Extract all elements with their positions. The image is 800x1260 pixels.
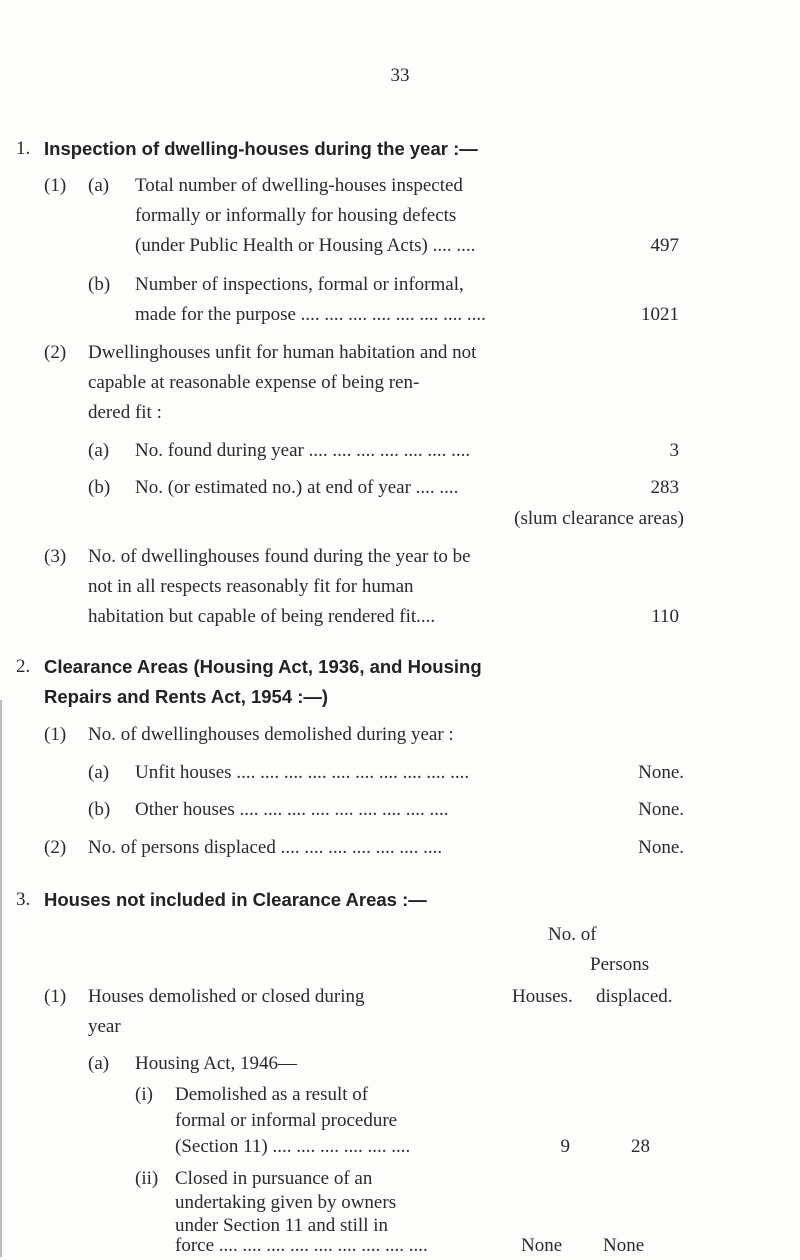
section-2-heading-line2: Repairs and Rents Act, 1954 :—)	[44, 686, 329, 707]
item-3-1-line1: Houses demolished or closed during	[88, 986, 365, 1007]
item-1-1a-line2: formally or informally for housing defects	[135, 205, 457, 226]
item-2-1a-value: None.	[638, 762, 684, 783]
section-1-heading: Inspection of dwelling-houses during the year :—	[44, 138, 478, 159]
section-3-heading: Houses not included in Clearance Areas :—	[44, 889, 427, 910]
item-1-2-label: (2)	[44, 342, 67, 363]
column-head-houses: Houses.	[512, 986, 573, 1007]
item-1-1b-line2: made for the purpose .... .... .... .... .... .... .... ....	[135, 304, 486, 325]
item-1-2a-text: No. found during year .... .... .... .... .... .... ....	[135, 440, 471, 461]
item-1-1-label: (1)	[44, 175, 67, 196]
item-1-2b-value: 283	[650, 477, 679, 498]
item-3-1ai-houses: 9	[560, 1136, 570, 1157]
item-1-1b-value: 1021	[641, 304, 679, 325]
section-3-number: 3.	[16, 889, 31, 910]
column-head-displaced: displaced.	[596, 986, 673, 1007]
section-2-number: 2.	[16, 656, 31, 677]
item-1-1b-label: (b)	[88, 274, 111, 295]
item-3-1aii-persons: None	[603, 1235, 645, 1256]
item-3-1a-text: Housing Act, 1946—	[135, 1053, 298, 1074]
item-1-1a-label: (a)	[88, 175, 110, 196]
item-3-1aii-line4: force .... .... .... .... .... .... .... .... ....	[175, 1235, 428, 1256]
item-1-2-line2: capable at reasonable expense of being ren-	[88, 372, 420, 393]
item-3-1-label: (1)	[44, 986, 67, 1007]
page-edge-shadow	[0, 700, 2, 1257]
item-3-1aii-houses: None	[521, 1235, 563, 1256]
item-2-1a-text: Unfit houses .... .... .... .... .... .... .... .... .... ....	[135, 762, 470, 783]
item-2-1b-label: (b)	[88, 799, 111, 820]
item-3-1-line2: year	[88, 1016, 121, 1037]
item-1-2b-label: (b)	[88, 477, 111, 498]
item-1-3-line3: habitation but capable of being rendered fit....	[88, 606, 436, 627]
item-3-1aii-line1: Closed in pursuance of an	[175, 1168, 373, 1189]
item-1-2a-label: (a)	[88, 440, 110, 461]
item-2-2-text: No. of persons displaced .... .... .... .... .... .... ....	[88, 837, 443, 858]
item-3-1aii-label: (ii)	[135, 1168, 159, 1189]
column-head-persons: Persons	[590, 954, 650, 975]
item-2-1a-label: (a)	[88, 762, 110, 783]
item-3-1aii-line3: under Section 11 and still in	[175, 1215, 389, 1236]
item-2-1b-value: None.	[638, 799, 684, 820]
item-1-3-label: (3)	[44, 546, 67, 567]
item-3-1ai-line2: formal or informal procedure	[175, 1110, 398, 1131]
item-1-1b-line1: Number of inspections, formal or informal,	[135, 274, 464, 295]
item-1-3-line1: No. of dwellinghouses found during the year to be	[88, 546, 471, 567]
item-2-2-label: (2)	[44, 837, 67, 858]
item-1-1a-value: 497	[650, 235, 679, 256]
item-2-1-label: (1)	[44, 724, 67, 745]
column-head-no-of: No. of	[548, 924, 597, 945]
page-number: 33	[390, 65, 410, 86]
item-1-2-line1: Dwellinghouses unfit for human habitation and not	[88, 342, 477, 363]
item-1-3-value: 110	[651, 606, 679, 627]
item-1-3-line2: not in all respects reasonably fit for human	[88, 576, 414, 597]
item-3-1ai-label: (i)	[135, 1084, 153, 1105]
item-3-1ai-line3: (Section 11) .... .... .... .... .... ....	[175, 1136, 411, 1157]
item-1-2a-value: 3	[669, 440, 679, 461]
item-1-1a-line3: (under Public Health or Housing Acts) .... ....	[135, 235, 476, 256]
section-1-number: 1.	[16, 138, 31, 159]
item-3-1ai-line1: Demolished as a result of	[175, 1084, 369, 1105]
item-2-1-text: No. of dwellinghouses demolished during year :	[88, 724, 454, 745]
item-2-1b-text: Other houses .... .... .... .... .... .... .... .... ....	[135, 799, 449, 820]
item-3-1ai-persons: 28	[631, 1136, 650, 1157]
item-1-2-line3: dered fit :	[88, 402, 162, 423]
item-1-1a-line1: Total number of dwelling-houses inspected	[135, 175, 463, 196]
item-1-2b-text: No. (or estimated no.) at end of year .... ....	[135, 477, 459, 498]
item-2-2-value: None.	[638, 837, 684, 858]
item-3-1aii-line2: undertaking given by owners	[175, 1192, 397, 1213]
item-3-1a-label: (a)	[88, 1053, 110, 1074]
item-1-2b-note: (slum clearance areas)	[514, 508, 684, 529]
section-2-heading-line1: Clearance Areas (Housing Act, 1936, and Housing	[44, 656, 482, 677]
